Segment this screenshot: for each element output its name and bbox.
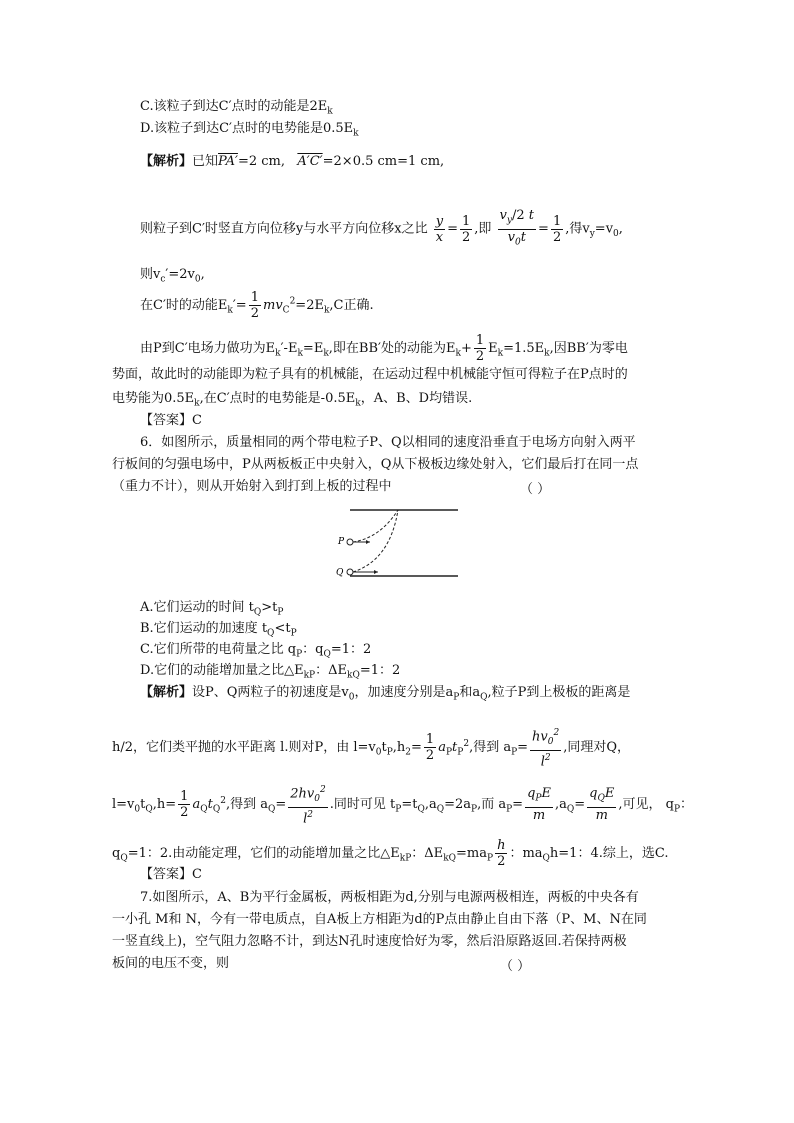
analysis2-line-1: 【解析】设P、Q两粒子的初速度是$v_0$，加速度分别是$a_P$和$a_Q$,粒子P到上极板的距离是 — [140, 685, 631, 703]
label-p: P — [338, 537, 345, 547]
label-q: Q — [336, 568, 344, 578]
q7-line-4: 板间的电压不变，则 — [112, 956, 230, 971]
q6-line-1: 6．如图所示，质量相同的两个带电粒子P、Q以相同的速度沿垂直于电场方向射入两平 — [140, 435, 636, 450]
option-c-line: C.该粒子到达C′点时的动能是$2E_k$ — [140, 99, 333, 117]
q6-line-3: （重力不计），则从开始射入到打到上板的过程中 — [112, 479, 392, 494]
analysis-line-ek: 在C′时的动能$E_k'=$ $\frac{1}{2}$ $mv_C^2=2E_k,C$正确. — [140, 290, 374, 321]
analysis-line-ratio: 则粒子到C′时竖直方向位移y与水平方向位移x之比 $\frac{y}{x}$ = $\frac{1}{2}$ ,即 $\frac{v_y/2 t}{v_0t}$ = $\frac{1}{2}$ ,得$v_y=v_0$, — [140, 208, 623, 248]
q6-line-2: 行板间的匀强电场中，P从两板板正中央射入，Q从下极板边缘处射入，它们最后打在同一点 — [112, 457, 639, 472]
analysis-line-energy-2: 电势能为$0.5E_k$,在C′点时的电势能是$-0.5E_k$，A、B、D均错误. — [112, 391, 473, 409]
answer-2: 【答案】C — [140, 867, 202, 882]
option-d: D.它们的动能增加量之比$\triangle E_{kP}$：$\Delta E_{kQ}=1$：2 — [140, 663, 401, 681]
analysis-line-1: 【解析】已知PA′=2 cm, A′C′=2×0.5 cm=1 cm, — [140, 154, 445, 169]
particle-q — [347, 569, 353, 575]
analysis-line-work: 由P到C′电场力做功为$E_k'-E_k=E_k$,即在BB′处的动能为$E_k+$ $\frac{1}{2}$ $E_k=1.5E_k$,因BB′为零电 — [140, 333, 628, 364]
answer-bracket-7: （ ） — [500, 959, 531, 974]
q7-line-2: 一小孔 M和 N，今有一带电质点，自A板上方相距为d的P点由静止自由下落（P、M、N在同 — [112, 912, 647, 927]
analysis-line-energy: 势面，故此时的动能即为粒子具有的机械能，在运动过程中机械能守恒可得粒子在P点时的 — [112, 367, 628, 382]
analysis2-line-3: $l=v_0t_Q,h=$ $\frac{1}{2}$ $a_Qt_Q^2$,得到 $a_Q=$ $\frac{2hv_0^2}{l^2}$ .同时可见 $t_P=t_Q,a_Q=2a_P$,而 $a_P=$ $\frac{q_PE}{m}$ $,a_Q=$ $\frac{q_QE}{m}$ ,可见， $q_P$： — [112, 785, 694, 827]
q7-line-1: 7.如图所示，A、B为平行金属板，两板相距为d,分别与电源两极相连，两板的中央各有 — [140, 890, 639, 905]
analysis-line-vc: 则$v_c'=2v_0$, — [140, 267, 205, 285]
parallel-plates-figure — [330, 500, 470, 590]
trajectory-p — [353, 510, 398, 542]
option-d-line: D.该粒子到达C′点时的电势能是$0.5E_k$ — [140, 121, 359, 139]
q7-line-3: 一竖直线上)，空气阻力忽略不计，到达N孔时速度恰好为零，然后沿原路返回.若保持两极 — [112, 934, 627, 949]
option-c: C.它们所带的电荷量之比 $q_P$：$q_Q=1$：2 — [140, 642, 372, 660]
answer-1: 【答案】C — [140, 413, 202, 428]
option-b: B.它们运动的加速度 $t_Q<t_P$ — [140, 621, 297, 639]
analysis2-line-2: h/2，它们类平抛的水平距离 l.则对P，由 $l=v_0t_P,h_2=$ $\frac{1}{2}$ $a_Pt_P^2$,得到 $a_P=$ $\frac{hv_0^2}{l^2}$ ,同理对Q， — [112, 728, 631, 770]
answer-bracket: （ ） — [520, 482, 551, 497]
particle-p — [347, 539, 353, 545]
analysis2-line-4: $q_Q=1$：2.由动能定理，它们的动能增加量之比$\triangle E_{kP}$：$\Delta E_{kQ}=ma_P$ $\frac{h}{2}$ ：$ma_Qh=1$：4.综上，选C. — [112, 838, 669, 869]
option-a: A.它们运动的时间 $t_Q>t_P$ — [140, 600, 284, 618]
